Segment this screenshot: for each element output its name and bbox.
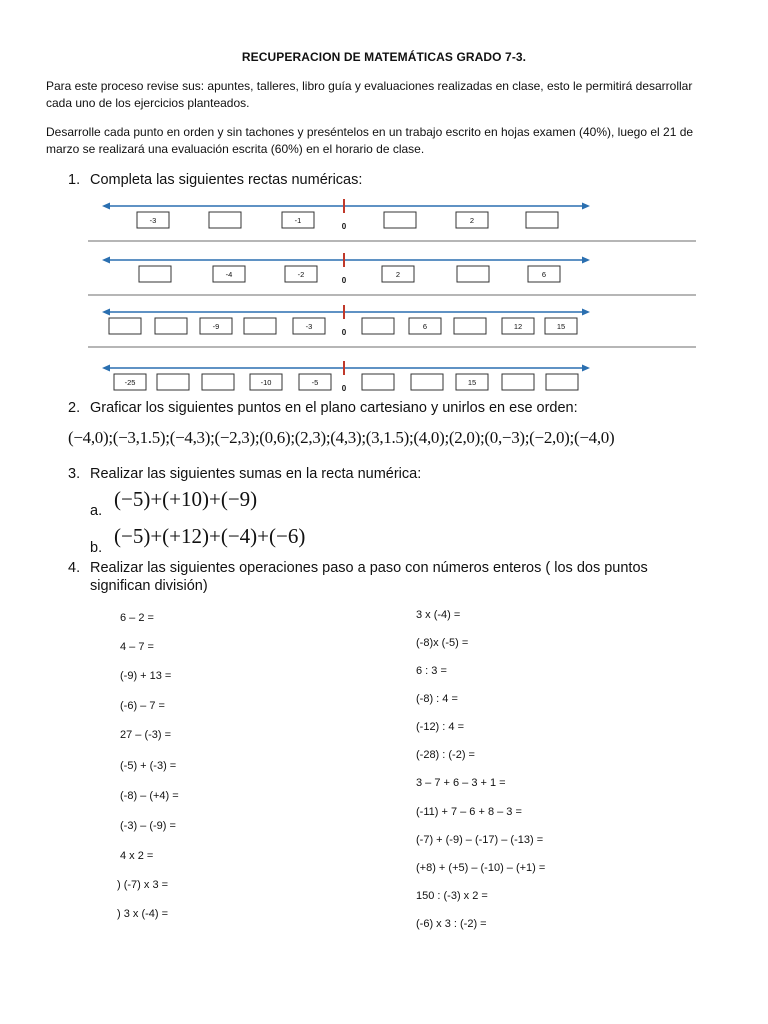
question-3 <box>68 465 421 483</box>
number-box <box>157 374 189 390</box>
number-box <box>384 212 416 228</box>
operation-left: 4 – 7 = <box>120 641 154 653</box>
number-box <box>139 266 171 282</box>
number-box <box>457 266 489 282</box>
right-arrowhead <box>582 365 590 372</box>
number-box-label: -4 <box>225 270 233 279</box>
intro-line-1: Para este proceso revise sus: apuntes, talleres, libro guía y evaluaciones realizadas en clase, esto le permitirá desarrollar <box>46 79 693 93</box>
number-box <box>546 374 578 390</box>
operation-right: (-6) x 3 : (-2) = <box>416 918 487 930</box>
question-4-number: 4. <box>68 560 81 576</box>
left-arrowhead <box>102 365 110 372</box>
number-box <box>454 318 486 334</box>
number-box-label: 2 <box>395 270 401 279</box>
operation-left: ) 3 x (-4) = <box>117 908 169 920</box>
operation-right: 3 x (-4) = <box>416 609 461 621</box>
number-box-label: 6 <box>541 270 547 279</box>
number-line-3-svg <box>88 302 696 352</box>
operation-left: (-8) – (+4) = <box>120 790 179 802</box>
operation-left: (-6) – 7 = <box>120 700 165 712</box>
sum-b-expression: (−5)+(+12)+(−4)+(−6) <box>114 524 306 548</box>
number-box <box>362 374 394 390</box>
number-box-label: 6 <box>422 322 428 331</box>
left-arrowhead <box>102 257 110 264</box>
zero-label: 0 <box>341 276 347 285</box>
question-3-text: Realizar las siguientes sumas en la recta numérica: <box>90 466 422 482</box>
number-box-label: 15 <box>556 322 566 331</box>
number-box-label: 15 <box>467 378 477 387</box>
right-arrowhead <box>582 203 590 210</box>
number-box-label: -5 <box>311 378 319 387</box>
operation-right: 3 – 7 + 6 – 3 + 1 = <box>416 777 506 789</box>
operation-right: (+8) + (+5) – (-10) – (+1) = <box>416 862 546 874</box>
operation-left: ) (-7) x 3 = <box>117 879 169 891</box>
operation-right: 150 : (-3) x 2 = <box>416 890 488 902</box>
question-2 <box>68 399 578 417</box>
question-4-text-line-2: significan división) <box>90 578 208 594</box>
operation-right: (-28) : (-2) = <box>416 749 475 761</box>
right-arrowhead <box>582 309 590 316</box>
number-box-label: -25 <box>124 378 136 387</box>
left-arrowhead <box>102 309 110 316</box>
zero-label: 0 <box>341 222 347 231</box>
question-4 <box>68 559 648 595</box>
number-box <box>155 318 187 334</box>
operation-right: (-12) : 4 = <box>416 721 464 733</box>
number-box <box>209 212 241 228</box>
right-arrowhead <box>582 257 590 264</box>
number-box <box>202 374 234 390</box>
left-arrowhead <box>102 203 110 210</box>
question-2-number: 2. <box>68 400 81 416</box>
points-list: (−4,0);(−3,1.5);(−4,3);(−2,3);(0,6);(2,3);(4,3);(3,1.5);(4,0);(2,0);(0,−3);(−2,0);(−4,0) <box>68 428 615 447</box>
operation-right: (-11) + 7 – 6 + 8 – 3 = <box>416 806 522 818</box>
operation-right: (-7) + (-9) – (-17) – (-13) = <box>416 834 544 846</box>
number-box-label: -3 <box>305 322 313 331</box>
operation-right: (-8) : 4 = <box>416 693 458 705</box>
number-box-label: 12 <box>513 322 523 331</box>
question-2-text: Graficar los siguientes puntos en el plano cartesiano y unirlos en ese orden: <box>90 400 578 416</box>
number-box <box>502 374 534 390</box>
instructions-line-1: Desarrolle cada punto en orden y sin tachones y preséntelos en un trabajo escrito en hojas examen (40%), luego el 21 de <box>46 125 694 139</box>
question-1-text: Completa las siguientes rectas numéricas: <box>90 172 363 188</box>
operation-left: 4 x 2 = <box>120 850 154 862</box>
number-box <box>362 318 394 334</box>
operation-left: (-5) + (-3) = <box>120 760 177 772</box>
operation-left: 6 – 2 = <box>120 612 154 624</box>
number-box-label: -2 <box>297 270 305 279</box>
question-1-number: 1. <box>68 172 81 188</box>
number-box-label: -3 <box>149 216 157 225</box>
number-line-1-svg <box>88 196 696 246</box>
number-box-label: 2 <box>469 216 475 225</box>
operation-left: (-3) – (-9) = <box>120 820 176 832</box>
number-line-1 <box>88 196 696 246</box>
number-line-2-svg <box>88 250 696 300</box>
number-box <box>109 318 141 334</box>
number-box <box>244 318 276 334</box>
number-line-2 <box>88 250 696 300</box>
operation-left: (-9) + 13 = <box>120 670 172 682</box>
number-box <box>526 212 558 228</box>
operation-right: (-8)x (-5) = <box>416 637 469 649</box>
document-title: RECUPERACION DE MATEMÁTICAS GRADO 7-3. <box>241 50 527 64</box>
number-line-3 <box>88 302 696 352</box>
sum-b-label: b. <box>90 540 103 556</box>
operation-right: 6 : 3 = <box>416 665 447 677</box>
intro-paragraph <box>46 78 736 112</box>
intro-line-2: cada uno de los ejercicios planteados. <box>46 96 250 110</box>
instructions-paragraph <box>46 124 736 158</box>
number-box <box>411 374 443 390</box>
sum-a-label: a. <box>90 503 103 519</box>
sum-a-expression: (−5)+(+10)+(−9) <box>114 487 258 511</box>
number-box-label: -1 <box>294 216 302 225</box>
question-3-number: 3. <box>68 466 81 482</box>
number-box-label: -10 <box>260 378 272 387</box>
number-box-label: -9 <box>212 322 220 331</box>
question-1 <box>68 171 362 189</box>
operation-left: 27 – (-3) = <box>120 729 172 741</box>
zero-label: 0 <box>341 328 347 337</box>
instructions-line-2: marzo se realizará una evaluación escrita (60%) en el horario de clase. <box>46 142 425 156</box>
zero-label: 0 <box>341 384 347 393</box>
question-4-text-line-1: Realizar las siguientes operaciones paso a paso con números enteros ( los dos puntos <box>90 560 648 576</box>
